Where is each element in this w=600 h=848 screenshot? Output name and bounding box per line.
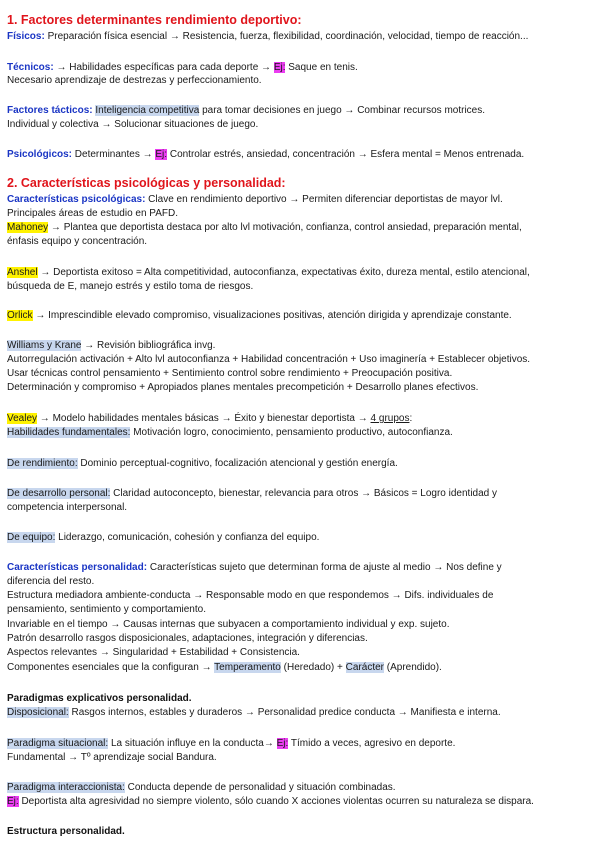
personalidad-line6: Patrón desarrollo rasgos disposicionales, adaptaciones, integración y diferencias. [7,633,368,644]
situacional-line2: Fundamental → Tº aprendizaje social Bandura. [7,752,217,763]
personalidad-line5: Invariable en el tiempo → Causas internas que subyacen a comportamiento individual y exp. sujeto. [7,619,450,630]
tacticos-line [7,104,596,117]
disposicional-text: Rasgos internos, estables y duraderos → Personalidad predice conducta → Manifiesta e interna. [68,707,501,718]
psicologicos-text2: Controlar estrés, ansiedad, concentración → Esfera mental = Menos entrenada. [167,149,525,160]
williams-krane-line2: Autorregulación activación + Alto lvl autoconfianza + Habilidad concentración + Uso imaginería + Establecer objetivos. [7,354,531,365]
fundamentales-text: Motivación logro, conocimiento, pensamiento productivo, autoconfianza. [130,427,453,438]
fisicos-label: Físicos: [7,31,45,42]
orlick-name: Orlick [7,310,33,321]
tecnicos-label: Técnicos: [7,62,54,73]
williams-krane-text: → Revisión bibliográfica invg. [81,340,216,351]
vealey-colon: : [409,413,413,424]
situacional-line [7,737,596,750]
mahoney-line [7,221,596,234]
estructura-title: Estructura personalidad. [7,826,125,837]
tecnicos-line [7,61,596,74]
equipo-text: Liderazgo, comunicación, cohesión y confianza del equipo. [55,532,320,543]
disposicional-label: Disposicional: [7,707,69,718]
rendimiento-label: De rendimiento: [7,458,78,469]
fisicos-text: Preparación física esencial → Resistencia, fuerza, flexibilidad, coordinación, velocidad, tiempo de reacción... [44,31,529,42]
caract-psico-label: Características psicológicas: [7,194,146,205]
interaccionista-line [7,781,596,794]
example-marker: Ej: [276,738,289,749]
anshel-line2: búsqueda de E, manejo estrés y estilo toma de riesgos. [7,281,254,292]
example-marker: Ej: [7,796,19,807]
paradigmas-title: Paradigmas explicativos personalidad. [7,693,192,704]
rendimiento-line [7,457,596,470]
fundamentales-line [7,426,596,439]
psicologicos-label: Psicológicos: [7,149,73,160]
temperamento-note: (Heredado) + [280,662,346,673]
tecnicos-line2: Necesario aprendizaje de destrezas y perfeccionamiento. [7,75,262,86]
caracter-note: (Aprendido). [384,662,442,673]
desarrollo-line2: competencia interpersonal. [7,502,128,513]
vealey-name: Vealey [7,413,38,424]
tacticos-highlight: Inteligencia competitiva [95,105,200,116]
disposicional-line [7,706,596,719]
equipo-line [7,531,596,544]
personalidad-text: Características sujeto que determinan forma de ajuste al medio → Nos define y [147,562,502,573]
anshel-text: → Deportista exitoso = Alta competitividad, autoconfianza, expectativas éxito, dureza mental, estilo atencional, [37,267,530,278]
interaccionista-text2: Deportista alta agresividad no siempre violento, sólo cuando X acciones violentas ocurren su naturaleza se dispara. [18,796,534,807]
personalidad-line2: diferencia del resto. [7,576,95,587]
personalidad-line3: Estructura mediadora ambiente-conducta → Responsable modo en que respondemos → Difs. individuales de [7,590,494,601]
interaccionista-text: Conducta depende de personalidad y situación combinadas. [124,782,396,793]
situacional-text: La situación influye en la conducta→ [108,738,277,749]
mahoney-name: Mahoney [7,222,49,233]
tacticos-label: Factores tácticos: [7,105,93,116]
personalidad-line4: pensamiento, sentimiento y comportamiento. [7,604,206,615]
rendimiento-text: Dominio perceptual-cognitivo, focalización atencional y gestión energía. [77,458,398,469]
psicologicos-line [7,148,596,161]
mahoney-line2: énfasis equipo y concentración. [7,236,148,247]
interaccionista-label: Paradigma interaccionista: [7,782,125,793]
componentes-text: Componentes esenciales que la configuran → [7,662,215,673]
tacticos-line2: Individual y colectiva → Solucionar situaciones de juego. [7,119,259,130]
caract-psico-line2: Principales áreas de estudio en PAFD. [7,208,179,219]
williams-krane-line4: Determinación y compromiso + Apropiados planes mentales precompetición + Desarrollo planes efectivos. [7,382,479,393]
vealey-groups: 4 grupos [370,413,410,424]
anshel-name: Anshel [7,267,38,278]
fundamentales-label: Habilidades fundamentales: [7,427,131,438]
psicologicos-text: Determinantes → [72,149,156,160]
williams-krane-name: Williams y Krane [7,340,82,351]
example-marker: Ej: [155,149,168,160]
personalidad-line [7,561,596,574]
personalidad-label: Características personalidad: [7,562,148,573]
desarrollo-text: Claridad autoconcepto, bienestar, relevancia para otros → Básicos = Logro identidad y [110,488,498,499]
tecnicos-text: → Habilidades específicas para cada deporte → [53,62,274,73]
williams-krane-line [7,339,596,352]
componentes-line [7,661,596,674]
section-1-heading: 1. Factores determinantes rendimiento deportivo: [7,13,302,27]
williams-krane-line3: Usar técnicas control pensamiento + Sentimiento control sobre rendimiento + Preocupación positiva. [7,368,453,379]
tacticos-text: para tomar decisiones en juego → Combinar recursos motrices. [199,105,486,116]
anshel-line [7,266,596,279]
caract-psico-line [7,193,596,206]
tecnicos-text2: Saque en tenis. [285,62,358,73]
caract-psico-text: Clave en rendimiento deportivo → Permiten diferenciar deportistas de mayor lvl. [145,194,503,205]
orlick-line [7,309,596,322]
mahoney-text: → Plantea que deportista destaca por alto lvl motivación, confianza, control ansiedad, preparación mental, [48,222,522,233]
desarrollo-line [7,487,596,500]
caracter: Carácter [345,662,384,673]
fisicos-line [7,30,596,43]
desarrollo-label: De desarrollo personal: [7,488,111,499]
interaccionista-line2 [7,795,596,808]
situacional-label: Paradigma situacional: [7,738,109,749]
section-2-heading: 2. Características psicológicas y personalidad: [7,176,286,190]
vealey-line [7,412,596,425]
example-marker: Ej: [273,62,286,73]
personalidad-line7: Aspectos relevantes → Singularidad + Estabilidad + Consistencia. [7,647,300,658]
situacional-text2: Tímido a veces, agresivo en deporte. [288,738,456,749]
equipo-label: De equipo: [7,532,56,543]
orlick-text: → Imprescindible elevado compromiso, visualizaciones positivas, atención dirigida y aprendizaje constante. [32,310,512,321]
vealey-text: → Modelo habilidades mentales básicas → Éxito y bienestar deportista → [37,413,371,424]
temperamento: Temperamento [214,662,281,673]
